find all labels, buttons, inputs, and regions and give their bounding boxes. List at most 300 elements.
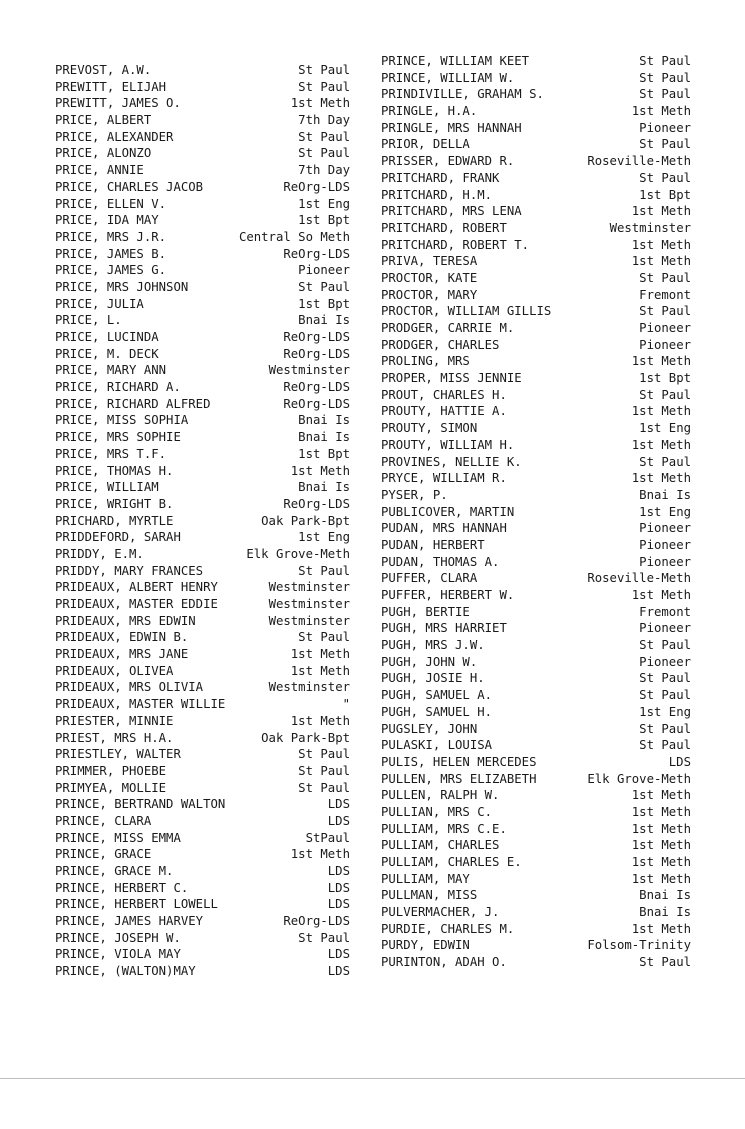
- entry-church: ReOrg-LDS: [283, 246, 350, 261]
- entry-name: PRINCE, JAMES HARVEY: [55, 914, 204, 929]
- entry-church: Elk Grove-Meth: [587, 771, 691, 786]
- list-item: [55, 129, 350, 146]
- entry-church: Bnai Is: [298, 480, 350, 495]
- entry-name: PULASKI, LOUISA: [381, 738, 493, 753]
- list-item: [381, 821, 691, 838]
- entry-name: PRODGER, CARRIE M.: [381, 321, 515, 335]
- list-item: [381, 587, 691, 604]
- list-item: [55, 663, 350, 680]
- list-item: [55, 579, 350, 596]
- entry-church: ReOrg-LDS: [283, 914, 350, 929]
- list-item: [381, 871, 691, 888]
- list-item: [381, 854, 691, 871]
- list-item: [381, 921, 691, 938]
- entry-church: Pioneer: [639, 321, 691, 335]
- entry-name: PUGH, SAMUEL A.: [381, 688, 493, 703]
- entry-church: 1st Eng: [639, 704, 691, 719]
- list-item: [381, 787, 691, 804]
- list-item: [55, 746, 350, 763]
- entry-name: PRICE, WRIGHT B.: [55, 496, 174, 511]
- list-item: [55, 963, 350, 980]
- entry-church: St Paul: [298, 930, 350, 945]
- entry-church: Elk Grove-Meth: [246, 546, 350, 561]
- entry-name: PRIDEAUX, EDWIN B.: [55, 630, 189, 645]
- entry-church: 1st Eng: [298, 196, 350, 211]
- list-item: [55, 730, 350, 747]
- list-item: [55, 346, 350, 363]
- entry-name: PRIDEAUX, MASTER WILLIE: [55, 697, 226, 712]
- entry-church: 1st Eng: [298, 530, 350, 545]
- list-item: [55, 763, 350, 780]
- entry-church: Central So Meth: [238, 229, 350, 244]
- list-item: [55, 412, 350, 429]
- list-item: [55, 296, 350, 313]
- list-item: [381, 804, 691, 821]
- list-item: [381, 287, 691, 304]
- entry-name: PRICE, MRS SOPHIE: [55, 430, 181, 445]
- entry-church: Bnai Is: [298, 413, 350, 428]
- entry-name: PRICE, MARY ANN: [55, 363, 167, 378]
- entry-church: St Paul: [298, 780, 350, 795]
- list-item: [381, 887, 691, 904]
- entry-name: PRIMMER, PHOEBE: [55, 763, 167, 778]
- list-item: [381, 353, 691, 370]
- list-item: [55, 396, 350, 413]
- list-item: [381, 370, 691, 387]
- list-item: [55, 896, 350, 913]
- left-column: [55, 62, 350, 980]
- list-item: [55, 196, 350, 213]
- entry-church: Roseville-Meth: [587, 154, 691, 169]
- entry-church: ReOrg-LDS: [283, 330, 350, 344]
- entry-name: PRICE, M. DECK: [55, 346, 159, 361]
- entry-church: St Paul: [298, 146, 350, 161]
- entry-name: PRINCE, CLARA: [55, 813, 152, 828]
- entry-name: PRICE, CHARLES JACOB: [55, 179, 204, 194]
- entry-name: PRIDEAUX, MRS JANE: [55, 647, 189, 662]
- list-item: [55, 696, 350, 713]
- list-item: [381, 103, 691, 120]
- list-item: [55, 780, 350, 797]
- entry-church: St Paul: [298, 279, 350, 294]
- list-item: [381, 721, 691, 738]
- right-column: [381, 53, 691, 971]
- entry-church: Westminster: [268, 680, 350, 695]
- list-item: [381, 470, 691, 487]
- entry-church: 1st Meth: [631, 821, 691, 836]
- entry-name: PRIMYEA, MOLLIE: [55, 780, 167, 795]
- entry-name: PRIESTER, MINNIE: [55, 713, 174, 728]
- entry-name: PRINCE, WILLIAM KEET: [381, 54, 530, 68]
- entry-name: PRICE, MRS JOHNSON: [55, 279, 189, 294]
- entry-name: PUGH, BERTIE: [381, 604, 470, 619]
- list-item: [381, 704, 691, 721]
- entry-church: 1st Meth: [631, 237, 691, 252]
- entry-name: PULLMAN, MISS: [381, 888, 478, 903]
- entry-church: Fremont: [639, 287, 691, 302]
- list-item: [381, 620, 691, 637]
- entry-church: 1st Meth: [290, 847, 350, 862]
- entry-name: PULLIAM, MRS C.E.: [381, 821, 507, 836]
- entry-church: Pioneer: [639, 621, 691, 636]
- entry-church: Westminster: [268, 613, 350, 628]
- entry-name: PRICE, ALBERT: [55, 113, 152, 128]
- entry-church: St Paul: [298, 763, 350, 778]
- entry-church: Bnai Is: [639, 905, 691, 920]
- entry-name: PRINCE, GRACE: [55, 847, 152, 862]
- entry-church: 1st Meth: [631, 855, 691, 869]
- list-item: [381, 771, 691, 788]
- list-item: [55, 446, 350, 463]
- entry-church: Pioneer: [298, 263, 350, 278]
- list-item: [381, 937, 691, 954]
- entry-name: PRICE, ALONZO: [55, 146, 152, 161]
- list-item: [381, 504, 691, 521]
- page-bottom-rule: [0, 1078, 745, 1079]
- list-item: [55, 880, 350, 897]
- list-item: [55, 713, 350, 730]
- list-item: [381, 454, 691, 471]
- entry-name: PROUTY, HATTIE A.: [381, 404, 507, 419]
- list-item: [381, 253, 691, 270]
- list-item: [55, 379, 350, 396]
- entry-church: St Paul: [298, 563, 350, 578]
- entry-church: St Paul: [298, 129, 350, 144]
- list-item: [55, 546, 350, 563]
- entry-name: PRIDEAUX, ALBERT HENRY: [55, 580, 218, 595]
- list-item: [381, 654, 691, 671]
- entry-church: 1st Meth: [631, 838, 691, 853]
- entry-name: PUFFER, HERBERT W.: [381, 588, 515, 602]
- entry-name: PRICE, JAMES G.: [55, 263, 167, 278]
- entry-church: Westminster: [268, 580, 350, 595]
- entry-name: PROCTOR, WILLIAM GILLIS: [381, 304, 552, 319]
- entry-name: PRINCE, MISS EMMA: [55, 830, 181, 845]
- entry-church: ReOrg-LDS: [283, 496, 350, 511]
- entry-church: 1st Meth: [631, 254, 691, 269]
- entry-name: PRIDDY, MARY FRANCES: [55, 563, 204, 578]
- entry-name: PRITCHARD, FRANK: [381, 170, 500, 185]
- list-item: [55, 112, 350, 129]
- entry-name: PULIS, HELEN MERCEDES: [381, 754, 537, 769]
- entry-church: 1st Meth: [290, 647, 350, 662]
- entry-church: LDS: [327, 797, 350, 812]
- entry-name: PROUT, CHARLES H.: [381, 387, 507, 402]
- entry-name: PRICE, LUCINDA: [55, 330, 159, 344]
- entry-church: 1st Meth: [631, 804, 691, 819]
- entry-name: PRINGLE, H.A.: [381, 104, 478, 119]
- entry-church: StPaul: [305, 830, 350, 845]
- list-item: [381, 270, 691, 287]
- entry-name: PRINDIVILLE, GRAHAM S.: [381, 87, 544, 102]
- entry-church: LDS: [327, 964, 350, 979]
- entry-name: PRIDEAUX, OLIVEA: [55, 663, 174, 678]
- list-item: [381, 220, 691, 237]
- entry-name: PRICE, MRS T.F.: [55, 446, 167, 461]
- entry-church: LDS: [327, 864, 350, 878]
- entry-church: ReOrg-LDS: [283, 380, 350, 395]
- entry-name: PUGH, MRS J.W.: [381, 638, 485, 653]
- entry-church: Folsom-Trinity: [587, 938, 691, 953]
- entry-name: PUDAN, THOMAS A.: [381, 554, 500, 569]
- entry-church: 1st Bpt: [639, 371, 691, 386]
- entry-name: PREWITT, JAMES O.: [55, 96, 181, 111]
- entry-church: St Paul: [639, 955, 691, 970]
- list-item: [381, 237, 691, 254]
- entry-church: 1st Meth: [631, 104, 691, 119]
- entry-church: 1st Meth: [290, 463, 350, 478]
- entry-church: Pioneer: [639, 537, 691, 552]
- entry-name: PRICE, WILLIAM: [55, 480, 159, 495]
- entry-church: St Paul: [639, 54, 691, 68]
- entry-church: 1st Bpt: [298, 296, 350, 311]
- entry-name: PULLEN, MRS ELIZABETH: [381, 771, 537, 786]
- entry-name: PRICE, JULIA: [55, 296, 144, 311]
- entry-name: PUGH, JOSIE H.: [381, 671, 485, 686]
- list-item: [381, 904, 691, 921]
- entry-church: Westminster: [268, 597, 350, 611]
- entry-name: PRINCE, BERTRAND WALTON: [55, 797, 226, 812]
- entry-church: 1st Bpt: [639, 187, 691, 202]
- list-item: [55, 463, 350, 480]
- entry-church: 1st Meth: [631, 437, 691, 452]
- entry-name: PRIDEAUX, MASTER EDDIE: [55, 597, 218, 611]
- list-item: [55, 79, 350, 96]
- entry-church: 1st Meth: [631, 871, 691, 886]
- list-item: [55, 563, 350, 580]
- entry-name: PRINCE, GRACE M.: [55, 864, 174, 878]
- entry-church: ReOrg-LDS: [283, 179, 350, 194]
- entry-church: Pioneer: [639, 337, 691, 352]
- entry-church: St Paul: [639, 738, 691, 753]
- list-item: [381, 554, 691, 571]
- list-item: [381, 187, 691, 204]
- list-item: [55, 946, 350, 963]
- entry-church: Roseville-Meth: [587, 571, 691, 586]
- list-item: [55, 145, 350, 162]
- list-item: [55, 629, 350, 646]
- entry-name: PRICE, ALEXANDER: [55, 129, 174, 144]
- entry-name: PULLIAM, MAY: [381, 871, 470, 886]
- entry-name: PUDAN, HERBERT: [381, 537, 485, 552]
- entry-name: PRODGER, CHARLES: [381, 337, 500, 352]
- list-item: [381, 637, 691, 654]
- entry-church: Pioneer: [639, 554, 691, 569]
- list-item: [55, 813, 350, 830]
- entry-church: St Paul: [639, 70, 691, 85]
- entry-name: PRICE, MRS J.R.: [55, 229, 167, 244]
- entry-name: PRINCE, JOSEPH W.: [55, 930, 181, 945]
- entry-name: PROPER, MISS JENNIE: [381, 371, 522, 386]
- entry-name: PRIDEAUX, MRS OLIVIA: [55, 680, 204, 695]
- entry-church: 1st Eng: [639, 504, 691, 519]
- list-item: [55, 913, 350, 930]
- entry-name: PUDAN, MRS HANNAH: [381, 521, 507, 536]
- entry-name: PRICE, THOMAS H.: [55, 463, 174, 478]
- entry-church: Westminster: [268, 363, 350, 378]
- list-item: [381, 337, 691, 354]
- entry-name: PRIDDY, E.M.: [55, 546, 144, 561]
- entry-name: PROUTY, SIMON: [381, 421, 478, 436]
- list-item: [55, 429, 350, 446]
- entry-name: PRIVA, TERESA: [381, 254, 478, 269]
- entry-church: 1st Bpt: [298, 213, 350, 228]
- entry-name: PRINCE, (WALTON)MAY: [55, 964, 196, 979]
- entry-church: St Paul: [639, 688, 691, 703]
- list-item: [55, 312, 350, 329]
- entry-name: PRINCE, VIOLA MAY: [55, 947, 181, 962]
- entry-name: PRINGLE, MRS HANNAH: [381, 120, 522, 135]
- entry-name: PRICE, ANNIE: [55, 163, 144, 178]
- entry-church: Westminster: [609, 220, 691, 235]
- entry-church: Pioneer: [639, 120, 691, 135]
- list-item: [55, 362, 350, 379]
- list-item: [55, 179, 350, 196]
- entry-name: PUGH, JOHN W.: [381, 654, 478, 669]
- list-item: [381, 203, 691, 220]
- list-item: [381, 53, 691, 70]
- entry-church: St Paul: [298, 79, 350, 94]
- entry-church: LDS: [327, 813, 350, 828]
- entry-church: Pioneer: [639, 654, 691, 669]
- entry-church: ReOrg-LDS: [283, 396, 350, 411]
- entry-church: LDS: [327, 947, 350, 962]
- entry-church: St Paul: [639, 170, 691, 185]
- entry-church: ReOrg-LDS: [283, 346, 350, 361]
- list-item: [55, 796, 350, 813]
- list-item: [55, 279, 350, 296]
- list-item: [55, 329, 350, 346]
- entry-church: Oak Park-Bpt: [261, 730, 350, 745]
- entry-church: Bnai Is: [298, 313, 350, 328]
- entry-church: St Paul: [639, 671, 691, 686]
- entry-church: ": [342, 697, 350, 712]
- entry-name: PULLIAM, CHARLES: [381, 838, 500, 853]
- entry-church: 7th Day: [298, 163, 350, 178]
- entry-name: PROLING, MRS: [381, 354, 470, 369]
- list-item: [381, 420, 691, 437]
- entry-name: PURDY, EDWIN: [381, 938, 470, 953]
- entry-church: 7th Day: [298, 113, 350, 128]
- entry-church: 1st Meth: [631, 404, 691, 419]
- list-item: [381, 687, 691, 704]
- list-item: [381, 403, 691, 420]
- entry-church: 1st Meth: [631, 588, 691, 602]
- list-item: [381, 120, 691, 137]
- list-item: [381, 70, 691, 87]
- entry-church: St Paul: [639, 638, 691, 653]
- list-item: [381, 136, 691, 153]
- entry-church: Oak Park-Bpt: [261, 513, 350, 528]
- list-item: [381, 604, 691, 621]
- list-item: [55, 863, 350, 880]
- entry-church: 1st Meth: [290, 713, 350, 728]
- list-item: [381, 737, 691, 754]
- list-item: [55, 613, 350, 630]
- list-item: [55, 496, 350, 513]
- entry-name: PRICHARD, MYRTLE: [55, 513, 174, 528]
- list-item: [55, 62, 350, 79]
- entry-church: LDS: [327, 880, 350, 895]
- list-item: [55, 529, 350, 546]
- list-item: [381, 954, 691, 971]
- list-item: [55, 162, 350, 179]
- entry-name: PULLIAN, MRS C.: [381, 804, 493, 819]
- entry-name: PRICE, JAMES B.: [55, 246, 167, 261]
- list-item: [55, 246, 350, 263]
- entry-name: PREWITT, ELIJAH: [55, 79, 167, 94]
- list-item: [381, 303, 691, 320]
- list-item: [381, 670, 691, 687]
- entry-church: 1st Bpt: [298, 446, 350, 461]
- entry-church: 1st Meth: [631, 788, 691, 803]
- list-item: [55, 513, 350, 530]
- entry-church: Pioneer: [639, 521, 691, 536]
- entry-name: PRITCHARD, ROBERT T.: [381, 237, 530, 252]
- list-item: [55, 262, 350, 279]
- entry-church: LDS: [327, 897, 350, 912]
- entry-church: 1st Meth: [631, 921, 691, 936]
- entry-name: PRIOR, DELLA: [381, 137, 470, 152]
- entry-name: PRICE, ELLEN V.: [55, 196, 167, 211]
- entry-name: PULLIAM, CHARLES E.: [381, 855, 522, 869]
- entry-name: PRINCE, HERBERT LOWELL: [55, 897, 218, 912]
- list-item: [381, 837, 691, 854]
- entry-church: St Paul: [639, 304, 691, 319]
- entry-name: PRINCE, WILLIAM W.: [381, 70, 515, 85]
- entry-name: PROUTY, WILLIAM H.: [381, 437, 515, 452]
- entry-name: PRICE, MISS SOPHIA: [55, 413, 189, 428]
- entry-name: PUGSLEY, JOHN: [381, 721, 478, 736]
- list-item: [55, 229, 350, 246]
- list-item: [381, 320, 691, 337]
- entry-name: PRIEST, MRS H.A.: [55, 730, 174, 745]
- entry-name: PULLEN, RALPH W.: [381, 788, 500, 803]
- list-item: [381, 437, 691, 454]
- entry-church: 1st Meth: [631, 471, 691, 486]
- entry-church: 1st Meth: [631, 354, 691, 369]
- entry-church: St Paul: [639, 137, 691, 152]
- entry-church: St Paul: [639, 721, 691, 736]
- entry-name: PURINTON, ADAH O.: [381, 955, 507, 970]
- list-item: [381, 170, 691, 187]
- list-item: [381, 487, 691, 504]
- entry-name: PUGH, MRS HARRIET: [381, 621, 507, 636]
- entry-name: PRIDDEFORD, SARAH: [55, 530, 181, 545]
- entry-church: St Paul: [298, 63, 350, 77]
- entry-name: PRYCE, WILLIAM R.: [381, 471, 507, 486]
- list-item: [55, 679, 350, 696]
- entry-church: 1st Meth: [290, 96, 350, 111]
- entry-name: PRITCHARD, ROBERT: [381, 220, 507, 235]
- entry-name: PRIDEAUX, MRS EDWIN: [55, 613, 196, 628]
- list-item: [55, 596, 350, 613]
- entry-church: St Paul: [298, 630, 350, 645]
- entry-church: St Paul: [639, 270, 691, 285]
- list-item: [381, 754, 691, 771]
- entry-name: PRINCE, HERBERT C.: [55, 880, 189, 895]
- entry-church: Fremont: [639, 604, 691, 619]
- entry-name: PRICE, RICHARD A.: [55, 380, 181, 395]
- list-item: [55, 212, 350, 229]
- entry-church: LDS: [668, 754, 691, 769]
- list-item: [55, 95, 350, 112]
- entry-name: PRITCHARD, MRS LENA: [381, 204, 522, 219]
- entry-church: 1st Meth: [290, 663, 350, 678]
- entry-name: PRITCHARD, H.M.: [381, 187, 493, 202]
- entry-name: PURDIE, CHARLES M.: [381, 921, 515, 936]
- entry-name: PROCTOR, KATE: [381, 270, 478, 285]
